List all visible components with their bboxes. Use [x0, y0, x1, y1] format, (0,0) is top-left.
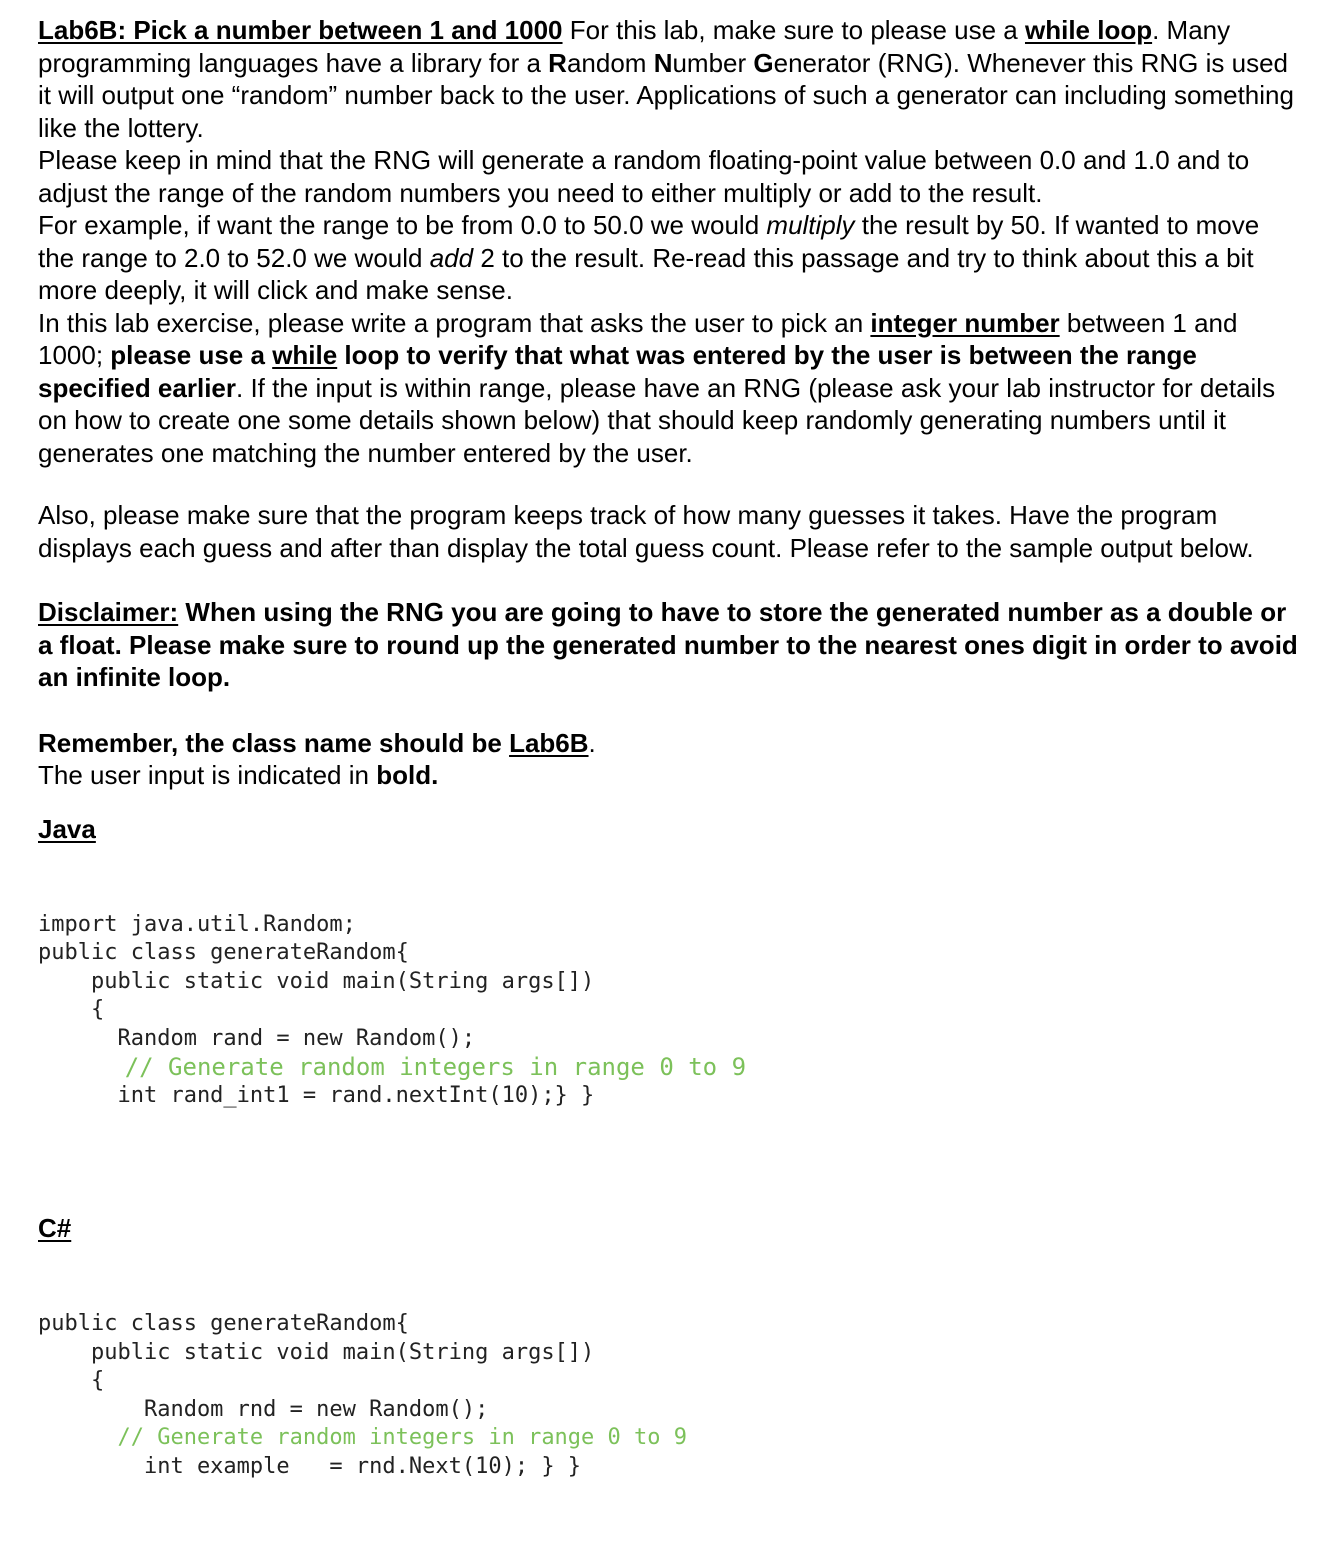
example-text-2: the result by 50. If wanted to move the range to 2.0 to 52.0 we would	[38, 210, 1260, 273]
csharp-code-line: Random rnd = new Random();	[38, 1396, 489, 1422]
disclaimer-paragraph	[38, 596, 1298, 694]
lab-title: Lab6B: Pick a number between 1 and 1000	[38, 15, 563, 45]
exercise-bold-1: please use a	[110, 340, 273, 370]
java-code-block	[38, 846, 1298, 1176]
spacer	[38, 694, 1298, 727]
while-emphasis: while	[272, 340, 338, 370]
document	[38, 14, 1298, 1546]
exercise-text-3: . If the input is within range, please have an RNG (please ask your lab instructor for details on how to create one some details shown below) that should keep randomly generating numbers until it generates one matching the number entered by the user.	[38, 372, 1276, 468]
example-text-1: For example, if want the range to be from 0.0 to 50.0 we would	[38, 210, 767, 240]
exercise-text-1: In this lab exercise, please write a program that asks the user to pick an	[38, 307, 871, 338]
classname-value: Lab6B	[509, 727, 589, 758]
java-code-line: int rand_int1 = rand.nextInt(10);} }	[38, 1082, 595, 1108]
java-code-line: Random rand = new Random();	[38, 1025, 476, 1051]
classname-period: .	[588, 727, 596, 758]
while-loop-emphasis: while loop	[1024, 15, 1153, 45]
tracking-paragraph: Also, please make sure that the program keeps track of how many guesses it takes. Have the program displays each guess and after than display the total guess count. Please refer to the sample output below.	[38, 500, 1254, 563]
classname-paragraph	[38, 727, 1298, 760]
rng-letter-g: G	[753, 47, 774, 78]
java-code-comment: // Generate random integers in range 0 to 9	[38, 1053, 747, 1081]
add-emphasis: add	[429, 242, 474, 273]
example-paragraph	[38, 209, 1298, 307]
multiply-emphasis: multiply	[766, 210, 855, 240]
java-heading: Java	[38, 813, 96, 844]
classname-text: Remember, the class name should be	[38, 727, 510, 758]
intro-paragraph	[38, 14, 1298, 144]
csharp-code-line: {	[38, 1368, 105, 1393]
integer-number-emphasis: integer number	[870, 307, 1060, 338]
spacer	[38, 564, 1298, 596]
java-code-line: public class generateRandom{	[38, 940, 409, 965]
user-input-text: The user input is indicated in	[38, 760, 377, 790]
java-code-line: {	[38, 997, 105, 1022]
rng-letter-n: N	[653, 47, 673, 78]
java-code-line: public static void main(String args[])	[38, 968, 595, 994]
exercise-paragraph	[38, 307, 1298, 470]
user-input-bold: bold.	[376, 760, 439, 790]
spacer	[38, 1175, 1298, 1211]
example-text-3: 2 to the result. Re-read this passage and try to think about this a bit more deeply, it will click and make sense.	[38, 242, 1254, 305]
rng-word-andom: andom	[566, 47, 654, 78]
rng-word-enerator: enerator (RNG). Whenever this RNG is used it will output one “random” number back to the user. Applications of such a generator can including something like the lottery.	[38, 47, 1294, 143]
java-code-line: import java.util.Random;	[38, 911, 356, 937]
csharp-code-line: int example = rnd.Next(10); } }	[38, 1453, 582, 1479]
csharp-code-line: public static void main(String args[])	[38, 1339, 595, 1365]
csharp-code-line: public class generateRandom{	[38, 1311, 409, 1336]
rng-word-umber: umber	[672, 47, 754, 78]
intro-text-2: . Many programming languages have a library for a	[38, 15, 1231, 78]
csharp-code-comment: // Generate random integers in range 0 to 9	[38, 1425, 688, 1450]
exercise-text-2: between 1 and 1000;	[38, 307, 1238, 370]
range-paragraph: Please keep in mind that the RNG will generate a random floating-point value between 0.0 and 1.0 and to adjust the range of the random numbers you need to either multiply or add to the result.	[38, 145, 1250, 208]
rng-letter-r: R	[548, 47, 567, 78]
spacer	[38, 792, 1298, 812]
user-input-note	[38, 759, 1298, 792]
csharp-heading: C#	[38, 1213, 72, 1243]
disclaimer-text: When using the RNG you are going to have to store the generated number as a double or a float. Please make sure to round up the generated number to the nearest ones digit in order to avoid an infinite loop.	[38, 597, 1298, 692]
disclaimer-label: Disclaimer:	[38, 597, 179, 627]
intro-text-1: For this lab, make sure to please use a	[562, 15, 1025, 45]
spacer	[38, 469, 1298, 499]
exercise-bold-2: loop to verify that what was entered by the user is between the range specified earlier	[38, 340, 1197, 403]
